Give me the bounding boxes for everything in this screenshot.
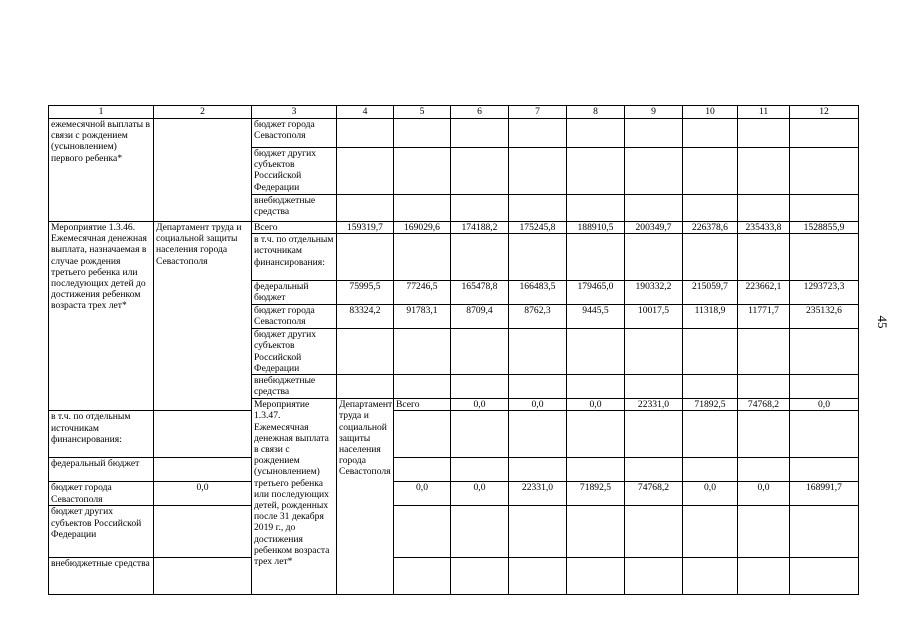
value-cell: 226378,6 — [683, 222, 738, 234]
value-cell: 169029,6 — [394, 222, 451, 234]
value-cell: 74768,2 — [625, 482, 683, 506]
source-label: федеральный бюджет — [252, 281, 337, 305]
header-cell: 8 — [567, 106, 625, 119]
value-cell: 174188,2 — [451, 222, 509, 234]
table-row — [49, 458, 859, 482]
value-cell: 75995,5 — [337, 281, 394, 305]
value-cell: 235132,6 — [790, 305, 859, 329]
source-label: бюджет города Севастополя — [252, 119, 337, 148]
source-label: Всего — [252, 222, 337, 234]
value-cell: 0,0 — [451, 482, 509, 506]
header-cell: 12 — [790, 106, 859, 119]
value-cell: 91783,1 — [394, 305, 451, 329]
page-number: 45 — [875, 315, 890, 329]
header-cell: 7 — [509, 106, 567, 119]
header-cell: 11 — [738, 106, 790, 119]
table-row — [49, 222, 859, 234]
header-cell: 9 — [625, 106, 683, 119]
value-cell: 0,0 — [738, 482, 790, 506]
measure-name: Мероприятие 1.3.47. Ежемесячная денежная выплата в связи с рождением (усыновлением) третьего ребенка или последующих детей, рожденных после 31 декабря 2019 г., до достижения ребенком возраста трех лет* — [252, 399, 337, 595]
value-cell: 165478,8 — [451, 281, 509, 305]
source-label: бюджет других субъектов Российской Федерации — [49, 506, 154, 558]
measure-name: ежемесячной выплаты в связи с рождением (усыновлением) первого ребенка* — [49, 119, 154, 222]
measure-name: Мероприятие 1.3.46. Ежемесячная денежная выплата, назначаемая в случае рождения третьего ребенка или последующих детей до достижения ребенком возраста трех лет* — [49, 222, 154, 411]
value-cell: 159319,7 — [337, 222, 394, 234]
value-cell: 11771,7 — [738, 305, 790, 329]
table-row — [49, 411, 859, 458]
source-label: федеральный бюджет — [49, 458, 154, 482]
value-cell: 168991,7 — [790, 482, 859, 506]
value-cell: 0,0 — [154, 482, 252, 506]
executor-cell: Департамент труда и социальной защиты населения города Севастополя — [154, 222, 252, 411]
source-label: бюджет других субъектов Российской Федерации — [252, 148, 337, 195]
value-cell: 215059,7 — [683, 281, 738, 305]
value-cell: 11318,9 — [683, 305, 738, 329]
value-cell: 235433,8 — [738, 222, 790, 234]
executor-cell — [154, 119, 252, 222]
value-cell: 71892,5 — [567, 482, 625, 506]
value-cell: 8762,3 — [509, 305, 567, 329]
value-cell: 200349,7 — [625, 222, 683, 234]
value-cell: 175245,8 — [509, 222, 567, 234]
value-cell: 179465,0 — [567, 281, 625, 305]
source-label: бюджет других субъектов Российской Федерации — [252, 329, 337, 375]
table-row — [49, 558, 859, 595]
value-cell: 0,0 — [509, 399, 567, 411]
header-cell: 3 — [252, 106, 337, 119]
value-cell: 9445,5 — [567, 305, 625, 329]
table-row — [49, 482, 859, 506]
value-cell: 71892,5 — [683, 399, 738, 411]
source-label: внебюджетные средства — [252, 195, 337, 222]
header-cell: 4 — [337, 106, 394, 119]
header-cell: 5 — [394, 106, 451, 119]
value-cell: 8709,4 — [451, 305, 509, 329]
value-cell: 0,0 — [451, 399, 509, 411]
value-cell: 22331,0 — [509, 482, 567, 506]
value-cell: 83324,2 — [337, 305, 394, 329]
value-cell: 166483,5 — [509, 281, 567, 305]
source-label: в т.ч. по отдельным источникам финансирования: — [252, 234, 337, 281]
financing-table — [48, 105, 859, 595]
header-cell: 2 — [154, 106, 252, 119]
header-row — [49, 106, 859, 119]
source-label: Всего — [394, 399, 451, 411]
source-label: бюджет города Севастополя — [49, 482, 154, 506]
table-row — [49, 119, 859, 148]
value-cell: 188910,5 — [567, 222, 625, 234]
value-cell: 10017,5 — [625, 305, 683, 329]
source-label: бюджет города Севастополя — [252, 305, 337, 329]
source-label: внебюджетные средства — [49, 558, 154, 595]
value-cell: 22331,0 — [625, 399, 683, 411]
value-cell: 1528855,9 — [790, 222, 859, 234]
value-cell: 223662,1 — [738, 281, 790, 305]
header-cell: 1 — [49, 106, 154, 119]
value-cell: 77246,5 — [394, 281, 451, 305]
header-cell: 6 — [451, 106, 509, 119]
table-row — [49, 506, 859, 558]
executor-cell: Департамент труда и социальной защиты населения города Севастополя — [337, 399, 394, 595]
value-cell: 0,0 — [683, 482, 738, 506]
source-label: в т.ч. по отдельным источникам финансирования: — [49, 411, 154, 458]
value-cell: 190332,2 — [625, 281, 683, 305]
source-label: внебюджетные средства — [252, 375, 337, 399]
value-cell: 0,0 — [567, 399, 625, 411]
value-cell: 0,0 — [790, 399, 859, 411]
value-cell: 1293723,3 — [790, 281, 859, 305]
header-cell: 10 — [683, 106, 738, 119]
value-cell: 0,0 — [394, 482, 451, 506]
value-cell: 74768,2 — [738, 399, 790, 411]
